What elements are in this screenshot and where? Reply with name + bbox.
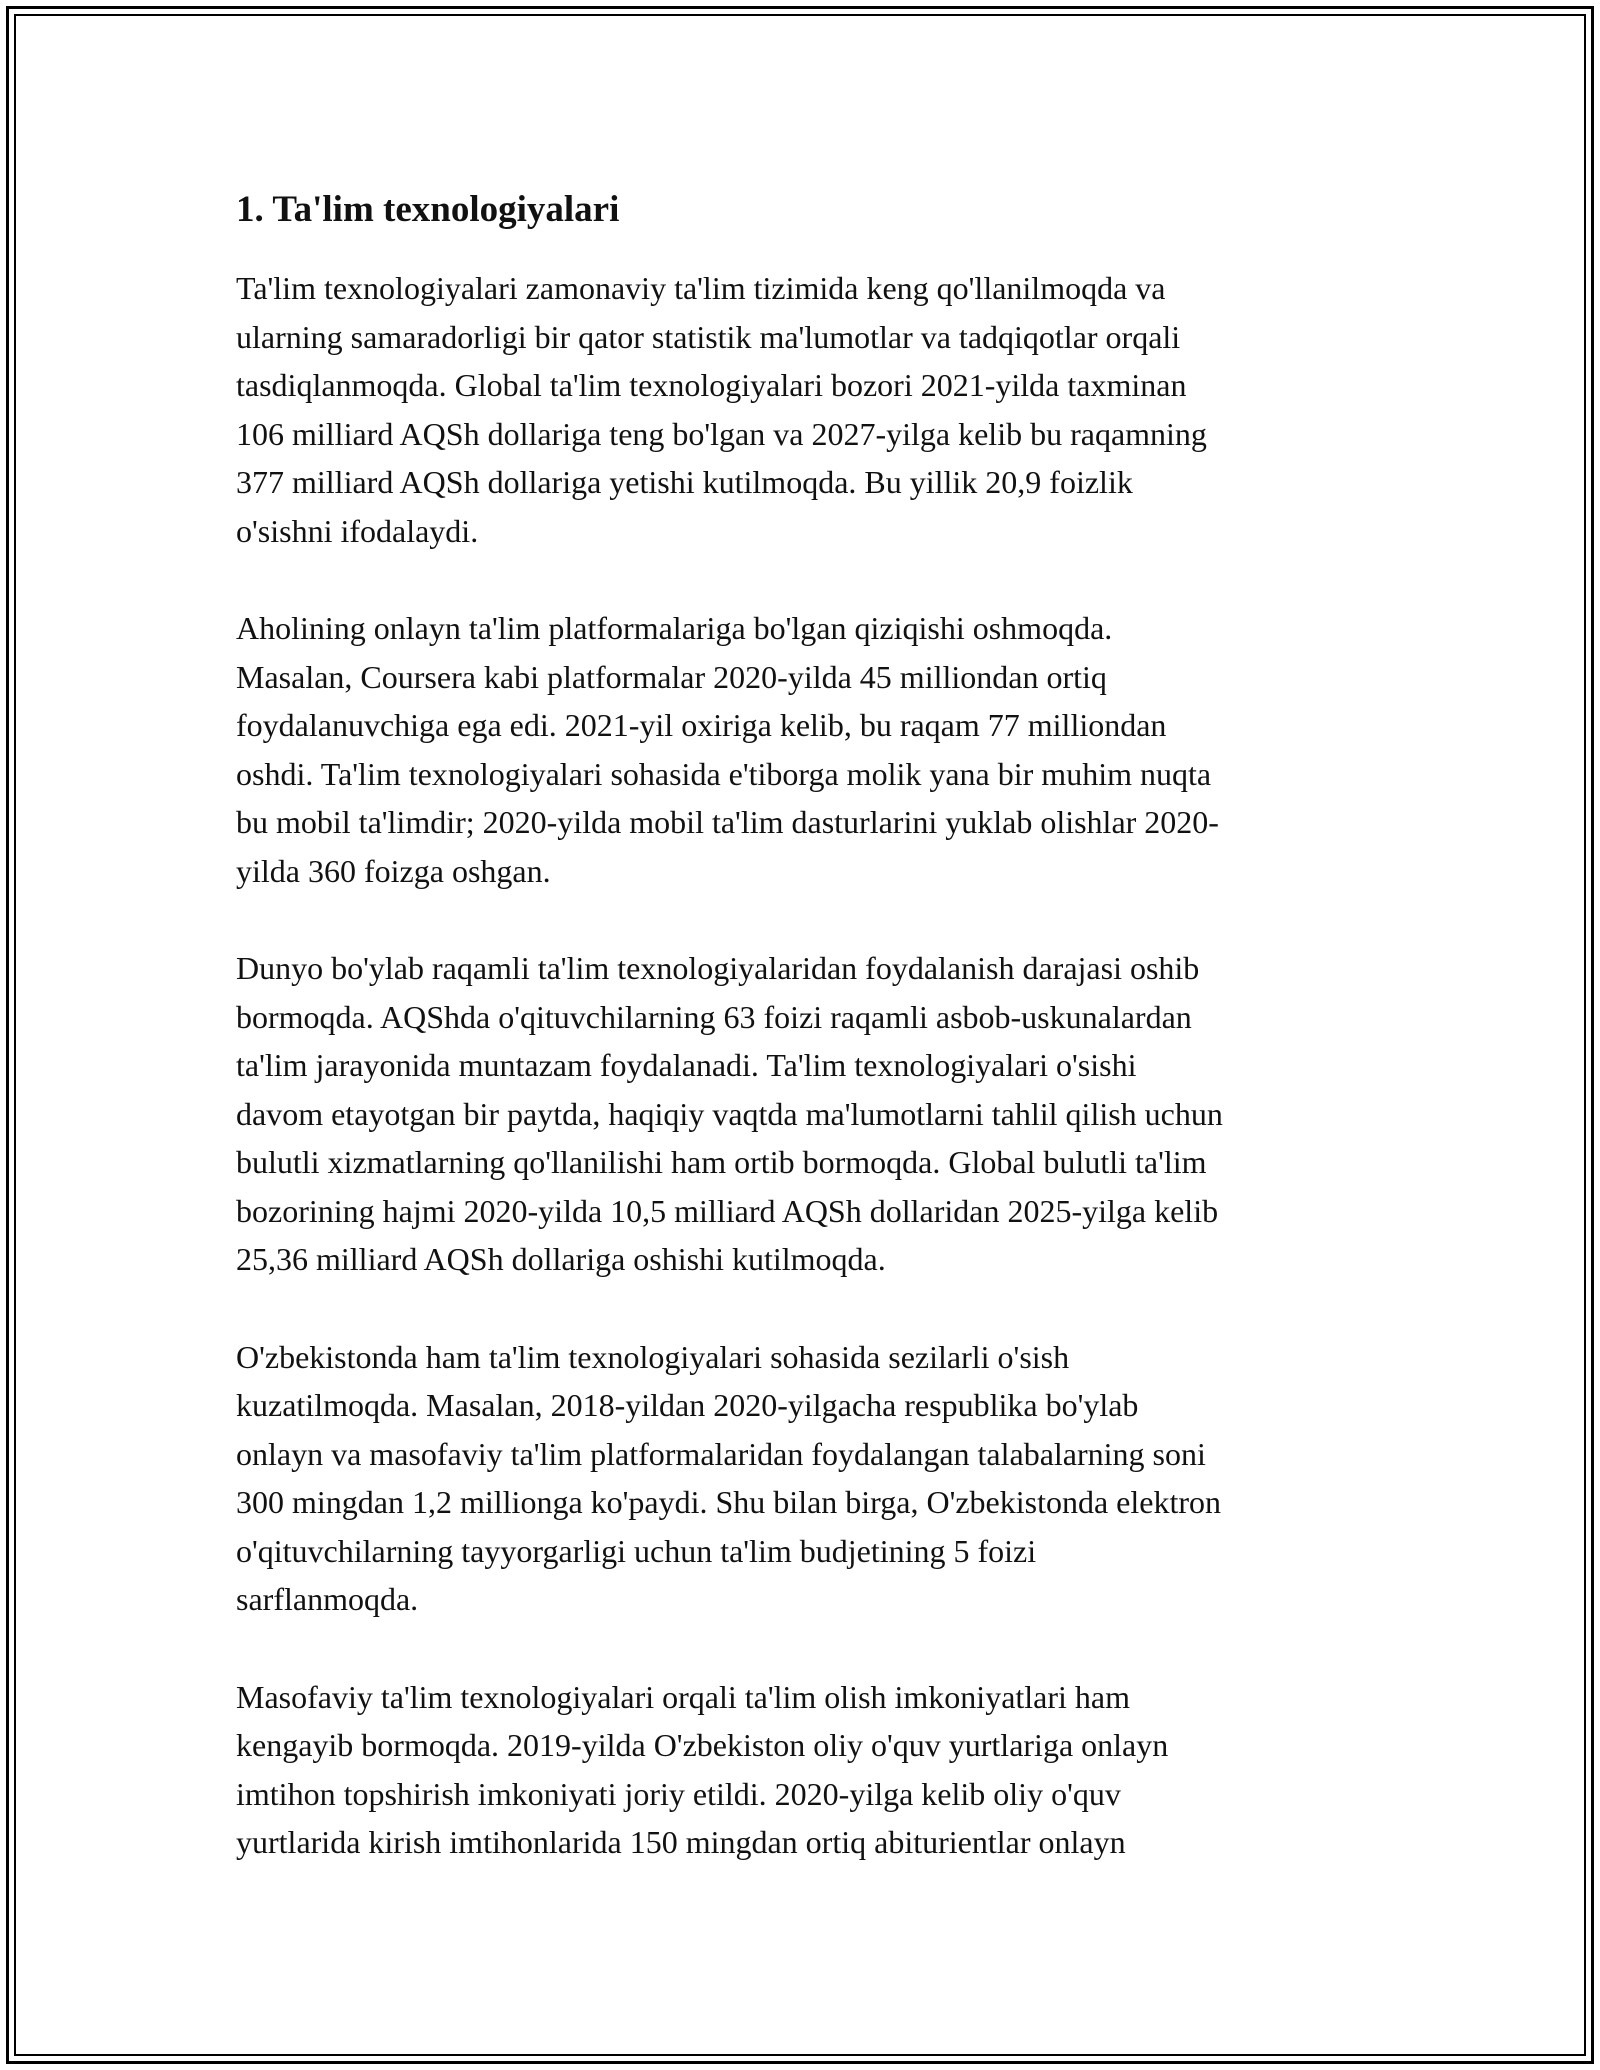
text-line: yurtlarida kirish imtihonlarida 150 mingdan ortiq abiturientlar onlayn: [236, 1824, 1126, 1860]
text-line: bulutli xizmatlarning qo'llanilishi ham ortib bormoqda. Global bulutli ta'lim: [236, 1144, 1207, 1180]
paragraph-2: [236, 604, 1366, 895]
paragraph-3: [236, 944, 1366, 1284]
text-line: oshdi. Ta'lim texnologiyalari sohasida e'tiborga molik yana bir muhim nuqta: [236, 755, 1212, 792]
text-line: Masalan, Coursera kabi platformalar 2020-yilda 45 milliondan ortiq: [236, 658, 1107, 695]
paragraph-1: [236, 264, 1366, 555]
text-line: O'zbekistonda ham ta'lim texnologiyalari sohasida sezilarli o'sish: [236, 1338, 1070, 1375]
text-line: davom etayotgan bir paytda, haqiqiy vaqtda ma'lumotlarni tahlil qilish uchun: [236, 1095, 1223, 1132]
text-line: imtihon topshirish imkoniyati joriy etildi. 2020-yilga kelib oliy o'quv: [236, 1775, 1121, 1812]
text-line: bozorining hajmi 2020-yilda 10,5 milliard AQSh dollaridan 2025-yilga kelib: [236, 1192, 1219, 1229]
text-line: kengayib bormoqda. 2019-yilda O'zbekiston oliy o'quv yurtlariga onlayn: [236, 1727, 1169, 1763]
document-body: [236, 188, 1366, 1867]
text-line: ta'lim jarayonida muntazam foydalanadi. Ta'lim texnologiyalari o'sishi: [236, 1047, 1137, 1083]
text-line: foydalanuvchiga ega edi. 2021-yil oxiriga kelib, bu raqam 77 milliondan: [236, 707, 1167, 743]
text-line: onlayn va masofaviy ta'lim platformalaridan foydalangan talabalarning soni: [236, 1435, 1206, 1472]
text-line: kuzatilmoqda. Masalan, 2018-yildan 2020-yilgacha respublika bo'ylab: [236, 1387, 1139, 1423]
section-heading: 1. Ta'lim texnologiyalari: [236, 189, 620, 230]
text-line: 377 milliard AQSh dollariga yetishi kutilmoqda. Bu yillik 20,9 foizlik: [236, 464, 1133, 500]
text-line: yilda 360 foizga oshgan.: [236, 852, 551, 889]
text-line: bormoqda. AQShda o'qituvchilarning 63 foizi raqamli asbob-uskunalardan: [236, 998, 1192, 1035]
text-line: bu mobil ta'limdir; 2020-yilda mobil ta'lim dasturlarini yuklab olishlar 2020-: [236, 804, 1219, 840]
text-line: Ta'lim texnologiyalari zamonaviy ta'lim tizimida keng qo'llanilmoqda va: [236, 270, 1166, 306]
text-line: Dunyo bo'ylab raqamli ta'lim texnologiyalaridan foydalanish darajasi oshib: [236, 950, 1200, 986]
text-line: o'qituvchilarning tayyorgarligi uchun ta'lim budjetining 5 foizi: [236, 1532, 1037, 1569]
text-line: tasdiqlanmoqda. Global ta'lim texnologiyalari bozori 2021-yilda taxminan: [236, 367, 1187, 403]
paragraph-5: [236, 1673, 1366, 1867]
paragraph-4: [236, 1333, 1366, 1624]
text-line: 300 mingdan 1,2 millionga ko'paydi. Shu bilan birga, O'zbekistonda elektron: [236, 1484, 1222, 1520]
text-line: ularning samaradorligi bir qator statistik ma'lumotlar va tadqiqotlar orqali: [236, 318, 1181, 355]
text-line: Masofaviy ta'lim texnologiyalari orqali ta'lim olish imkoniyatlari ham: [236, 1678, 1131, 1715]
text-line: Aholining onlayn ta'lim platformalariga bo'lgan qiziqishi oshmoqda.: [236, 610, 1113, 646]
text-line: 25,36 milliard AQSh dollariga oshishi kutilmoqda.: [236, 1241, 886, 1277]
text-line: 106 milliard AQSh dollariga teng bo'lgan va 2027-yilga kelib bu raqamning: [236, 415, 1207, 452]
text-line: sarflanmoqda.: [236, 1581, 419, 1617]
text-line: o'sishni ifodalaydi.: [236, 512, 479, 549]
